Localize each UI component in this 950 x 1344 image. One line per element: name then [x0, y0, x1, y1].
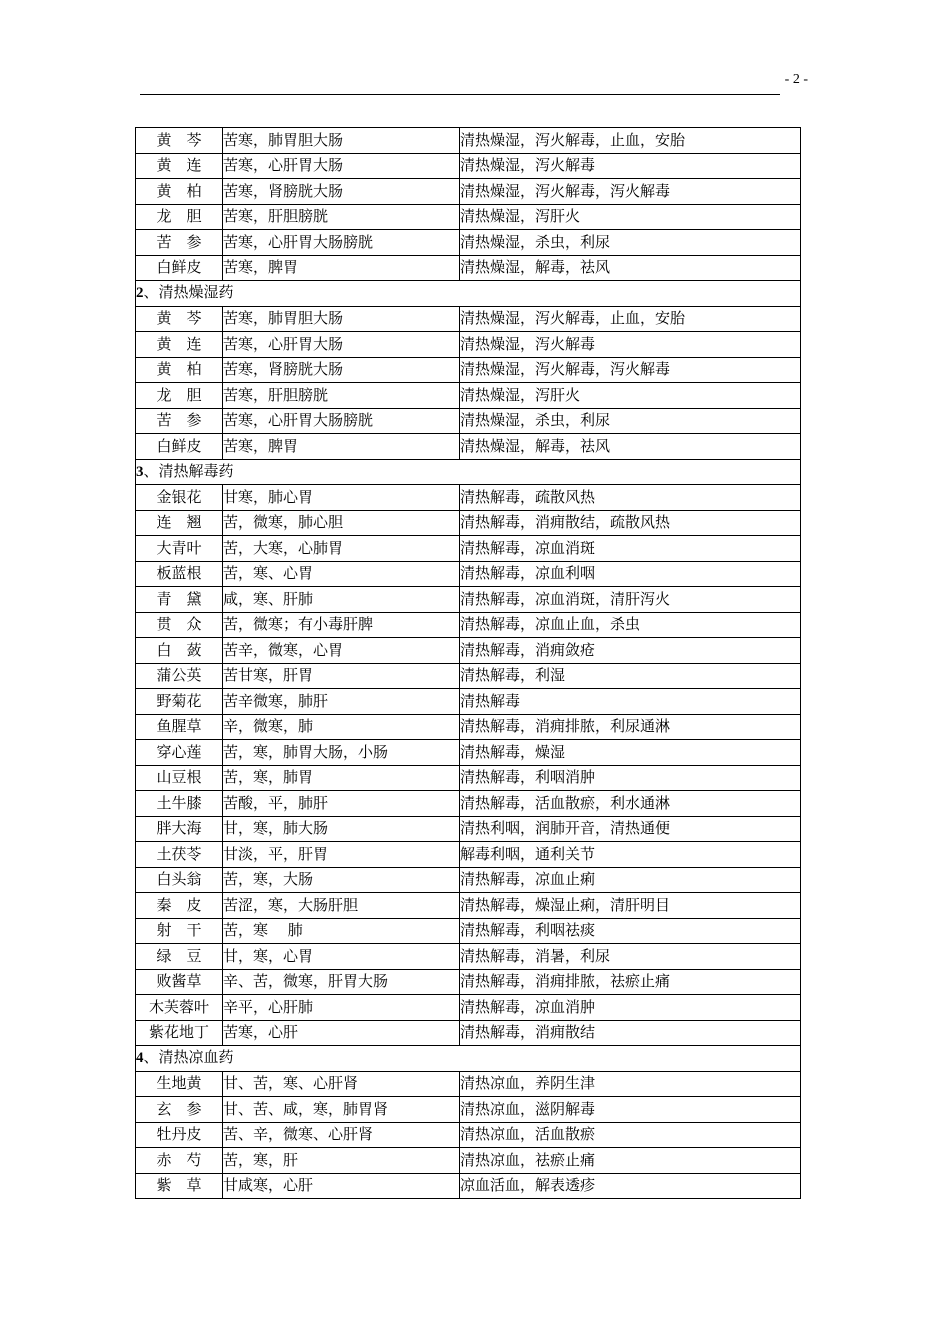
- herb-effect-cell: 清热解毒，消痈敛疮: [460, 638, 801, 664]
- herb-name-cell: 黄 连: [136, 153, 223, 179]
- table-row: [136, 536, 801, 562]
- table-row: [136, 1148, 801, 1174]
- section-title: [136, 459, 801, 485]
- herb-effect-cell: 清热凉血，活血散瘀: [460, 1122, 801, 1148]
- herb-effect-cell: 解毒利咽，通利关节: [460, 842, 801, 868]
- herb-nature-cell: 甘寒，肺心胃: [223, 485, 460, 511]
- herb-name-cell: 秦 皮: [136, 893, 223, 919]
- herb-name-cell: 金银花: [136, 485, 223, 511]
- herb-effect-cell: 清热解毒: [460, 689, 801, 715]
- herb-nature-cell: 辛平，心肝肺: [223, 995, 460, 1021]
- herb-nature-cell: 苦寒，脾胃: [223, 434, 460, 460]
- table-row: [136, 510, 801, 536]
- herb-name-cell: 射 干: [136, 918, 223, 944]
- herb-effect-cell: 清热解毒，利咽消肿: [460, 765, 801, 791]
- herb-name-cell: 苦 参: [136, 230, 223, 256]
- herb-name-cell: 胖大海: [136, 816, 223, 842]
- herb-nature-cell: 甘咸寒，心肝: [223, 1173, 460, 1199]
- table-row: [136, 714, 801, 740]
- table-row: [136, 332, 801, 358]
- header-rule: [140, 94, 780, 95]
- herb-name-cell: 黄 芩: [136, 306, 223, 332]
- herb-name-cell: 山豆根: [136, 765, 223, 791]
- herb-name-cell: 玄 参: [136, 1097, 223, 1123]
- herb-name-cell: 白头翁: [136, 867, 223, 893]
- herb-nature-cell: 甘、苦、咸，寒，肺胃肾: [223, 1097, 460, 1123]
- table-row: [136, 791, 801, 817]
- herb-effect-cell: 清热解毒，燥湿止痢，清肝明目: [460, 893, 801, 919]
- herb-name-cell: 白 蔹: [136, 638, 223, 664]
- herb-effect-cell: 清热燥湿，泻火解毒，泻火解毒: [460, 179, 801, 205]
- herb-effect-cell: 清热燥湿，泻肝火: [460, 204, 801, 230]
- herb-effect-cell: 清热解毒，燥湿: [460, 740, 801, 766]
- herb-name-cell: 紫 草: [136, 1173, 223, 1199]
- herb-name-cell: 木芙蓉叶: [136, 995, 223, 1021]
- herb-nature-cell: 苦寒，肾膀胱大肠: [223, 357, 460, 383]
- table-row: [136, 1071, 801, 1097]
- herb-name-cell: 白鲜皮: [136, 434, 223, 460]
- section-number: 2: [136, 285, 144, 302]
- herb-effect-cell: 清热燥湿，泻火解毒，泻火解毒: [460, 357, 801, 383]
- herb-nature-cell: 甘，寒，肺大肠: [223, 816, 460, 842]
- herb-name-cell: 生地黄: [136, 1071, 223, 1097]
- herb-nature-cell: 苦甘寒，肝胃: [223, 663, 460, 689]
- section-title: [136, 281, 801, 307]
- herb-effect-cell: 清热燥湿，杀虫，利尿: [460, 408, 801, 434]
- table-row: [136, 816, 801, 842]
- herb-name-cell: 土茯苓: [136, 842, 223, 868]
- herb-effect-cell: 清热燥湿，泻火解毒: [460, 332, 801, 358]
- herb-table-body: [136, 128, 801, 1199]
- herb-name-cell: 大青叶: [136, 536, 223, 562]
- herb-name-cell: 黄 连: [136, 332, 223, 358]
- table-row: [136, 434, 801, 460]
- herb-effect-cell: 清热燥湿，泻火解毒，止血，安胎: [460, 128, 801, 154]
- herb-name-cell: 赤 芍: [136, 1148, 223, 1174]
- herb-name-cell: 苦 参: [136, 408, 223, 434]
- herb-nature-cell: 苦寒，心肝胃大肠: [223, 153, 460, 179]
- herb-effect-cell: 清热利咽，润肺开音，清热通便: [460, 816, 801, 842]
- page-number: - 2 -: [784, 72, 808, 87]
- table-row: [136, 204, 801, 230]
- herb-effect-cell: 清热解毒，凉血利咽: [460, 561, 801, 587]
- section-label: 、清热燥湿药: [143, 283, 234, 302]
- table-row: [136, 1173, 801, 1199]
- herb-effect-cell: 凉血活血，解表透疹: [460, 1173, 801, 1199]
- herb-effect-cell: 清热解毒，活血散瘀，利水通淋: [460, 791, 801, 817]
- herb-nature-cell: 苦，寒 肺: [223, 918, 460, 944]
- herb-name-cell: 野菊花: [136, 689, 223, 715]
- herb-nature-cell: 苦寒，肾膀胱大肠: [223, 179, 460, 205]
- table-row: [136, 357, 801, 383]
- table-row: [136, 944, 801, 970]
- herb-nature-cell: 苦寒，心肝胃大肠膀胱: [223, 408, 460, 434]
- table-row: [136, 740, 801, 766]
- section-header-row: [136, 459, 801, 485]
- table-row: [136, 612, 801, 638]
- herb-name-cell: 黄 芩: [136, 128, 223, 154]
- herb-effect-cell: 清热解毒，凉血消斑: [460, 536, 801, 562]
- table-row: [136, 128, 801, 154]
- herb-effect-cell: 清热燥湿，解毒，祛风: [460, 434, 801, 460]
- table-row: [136, 842, 801, 868]
- section-label: 、清热解毒药: [143, 461, 234, 480]
- herb-name-cell: 鱼腥草: [136, 714, 223, 740]
- herb-effect-cell: 清热解毒，消痈排脓，祛瘀止痛: [460, 969, 801, 995]
- herb-nature-cell: 苦辛微寒，肺肝: [223, 689, 460, 715]
- herb-nature-cell: 苦寒，脾胃: [223, 255, 460, 281]
- herb-name-cell: 贯 众: [136, 612, 223, 638]
- herb-nature-cell: 苦，寒，肝: [223, 1148, 460, 1174]
- herb-nature-cell: 咸，寒、肝肺: [223, 587, 460, 613]
- herb-effect-cell: 清热解毒，凉血消肿: [460, 995, 801, 1021]
- table-row: [136, 893, 801, 919]
- herb-nature-cell: 苦辛，微寒，心胃: [223, 638, 460, 664]
- herb-nature-cell: 甘淡，平，肝胃: [223, 842, 460, 868]
- table-row: [136, 918, 801, 944]
- herb-effect-cell: 清热燥湿，泻火解毒，止血，安胎: [460, 306, 801, 332]
- herb-effect-cell: 清热燥湿，泻火解毒: [460, 153, 801, 179]
- table-row: [136, 689, 801, 715]
- herb-name-cell: 土牛膝: [136, 791, 223, 817]
- herb-nature-cell: 苦，寒、心胃: [223, 561, 460, 587]
- table-row: [136, 561, 801, 587]
- herb-nature-cell: 苦酸，平，肺肝: [223, 791, 460, 817]
- herb-effect-cell: 清热解毒，消暑，利尿: [460, 944, 801, 970]
- herb-name-cell: 龙 胆: [136, 383, 223, 409]
- herb-nature-cell: 苦，微寒；有小毒肝脾: [223, 612, 460, 638]
- herb-nature-cell: 苦寒，肝胆膀胱: [223, 204, 460, 230]
- table-row: [136, 995, 801, 1021]
- section-number: 4: [136, 1050, 144, 1067]
- herb-nature-cell: 苦寒，心肝: [223, 1020, 460, 1046]
- herb-name-cell: 穿心莲: [136, 740, 223, 766]
- section-header-row: [136, 1046, 801, 1072]
- herb-nature-cell: 苦寒，心肝胃大肠膀胱: [223, 230, 460, 256]
- table-row: [136, 1122, 801, 1148]
- herb-name-cell: 龙 胆: [136, 204, 223, 230]
- herb-nature-cell: 辛，微寒，肺: [223, 714, 460, 740]
- table-row: [136, 765, 801, 791]
- table-row: [136, 485, 801, 511]
- herb-name-cell: 黄 柏: [136, 179, 223, 205]
- table-row: [136, 867, 801, 893]
- table-row: [136, 587, 801, 613]
- table-row: [136, 230, 801, 256]
- table-row: [136, 638, 801, 664]
- herb-effect-cell: 清热解毒，凉血消斑，清肝泻火: [460, 587, 801, 613]
- table-row: [136, 383, 801, 409]
- herb-nature-cell: 苦寒，心肝胃大肠: [223, 332, 460, 358]
- table-row: [136, 153, 801, 179]
- table-row: [136, 1020, 801, 1046]
- herb-nature-cell: 苦、辛，微寒、心肝肾: [223, 1122, 460, 1148]
- herb-table: [135, 127, 801, 1199]
- herb-effect-cell: 清热解毒，消痈排脓，利尿通淋: [460, 714, 801, 740]
- herb-nature-cell: 苦寒，肺胃胆大肠: [223, 128, 460, 154]
- herb-effect-cell: 清热凉血，养阴生津: [460, 1071, 801, 1097]
- herb-effect-cell: 清热解毒，疏散风热: [460, 485, 801, 511]
- table-row: [136, 306, 801, 332]
- table-row: [136, 1097, 801, 1123]
- herb-effect-cell: 清热解毒，凉血止痢: [460, 867, 801, 893]
- herb-nature-cell: 辛、苦，微寒，肝胃大肠: [223, 969, 460, 995]
- herb-effect-cell: 清热燥湿，泻肝火: [460, 383, 801, 409]
- herb-name-cell: 连 翘: [136, 510, 223, 536]
- herb-nature-cell: 苦，寒，肺胃: [223, 765, 460, 791]
- herb-name-cell: 紫花地丁: [136, 1020, 223, 1046]
- herb-name-cell: 白鲜皮: [136, 255, 223, 281]
- herb-nature-cell: 甘，寒，心胃: [223, 944, 460, 970]
- herb-effect-cell: 清热解毒，消痈散结: [460, 1020, 801, 1046]
- herb-name-cell: 绿 豆: [136, 944, 223, 970]
- herb-effect-cell: 清热解毒，利咽祛痰: [460, 918, 801, 944]
- table-row: [136, 255, 801, 281]
- herb-effect-cell: 清热解毒，凉血止血，杀虫: [460, 612, 801, 638]
- herb-effect-cell: 清热解毒，利湿: [460, 663, 801, 689]
- table-row: [136, 969, 801, 995]
- herb-nature-cell: 苦，寒，肺胃大肠，小肠: [223, 740, 460, 766]
- herb-nature-cell: 苦，大寒，心肺胃: [223, 536, 460, 562]
- herb-effect-cell: 清热燥湿，解毒，祛风: [460, 255, 801, 281]
- table-row: [136, 663, 801, 689]
- herb-name-cell: 败酱草: [136, 969, 223, 995]
- herb-effect-cell: 清热解毒，消痈散结，疏散风热: [460, 510, 801, 536]
- herb-name-cell: 黄 柏: [136, 357, 223, 383]
- herb-name-cell: 蒲公英: [136, 663, 223, 689]
- table-row: [136, 179, 801, 205]
- table-row: [136, 408, 801, 434]
- herb-nature-cell: 甘、苦，寒、心肝肾: [223, 1071, 460, 1097]
- section-title: [136, 1046, 801, 1072]
- herb-nature-cell: 苦，微寒，肺心胆: [223, 510, 460, 536]
- herb-nature-cell: 苦，寒，大肠: [223, 867, 460, 893]
- herb-effect-cell: 清热凉血，祛瘀止痛: [460, 1148, 801, 1174]
- herb-name-cell: 青 黛: [136, 587, 223, 613]
- herb-nature-cell: 苦寒，肺胃胆大肠: [223, 306, 460, 332]
- herb-effect-cell: 清热燥湿，杀虫，利尿: [460, 230, 801, 256]
- herb-effect-cell: 清热凉血，滋阴解毒: [460, 1097, 801, 1123]
- herb-nature-cell: 苦寒，肝胆膀胱: [223, 383, 460, 409]
- herb-name-cell: 板蓝根: [136, 561, 223, 587]
- section-label: 、清热凉血药: [143, 1048, 234, 1067]
- herb-nature-cell: 苦涩，寒，大肠肝胆: [223, 893, 460, 919]
- section-number: 3: [136, 463, 144, 480]
- section-header-row: [136, 281, 801, 307]
- herb-name-cell: 牡丹皮: [136, 1122, 223, 1148]
